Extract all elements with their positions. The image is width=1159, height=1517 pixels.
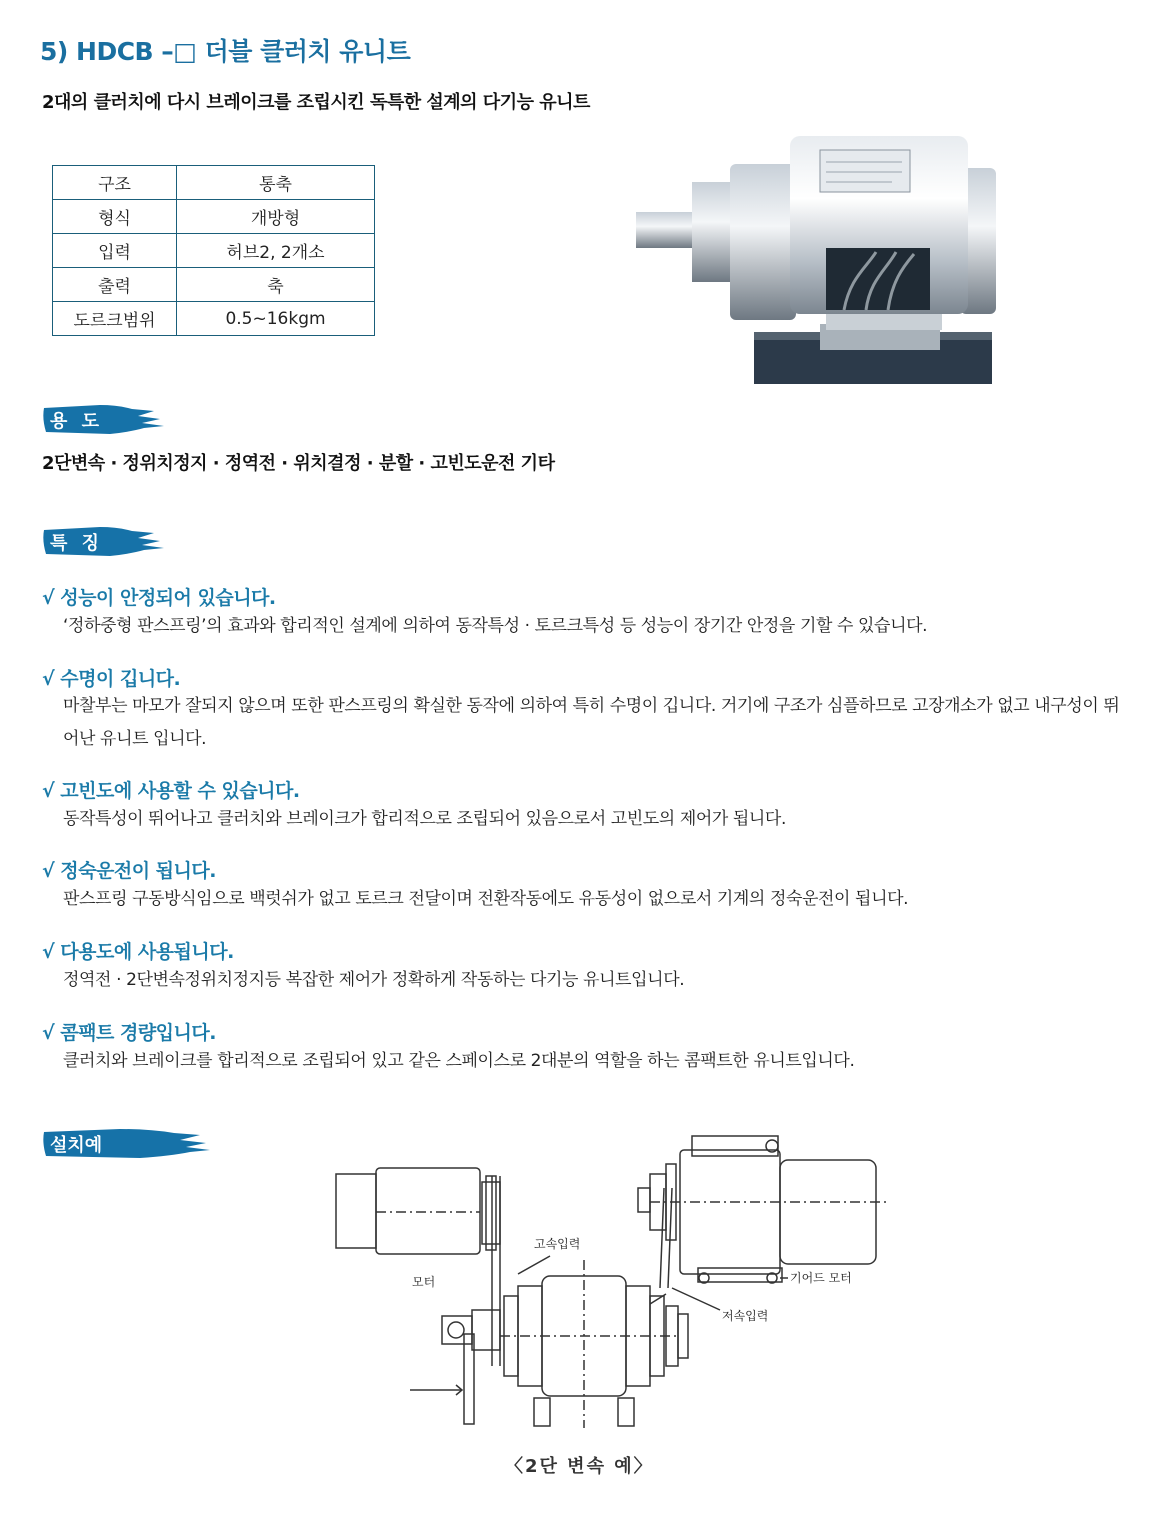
- usage-text: 2단변속 · 정위치정지 · 정역전 · 위치결정 · 분할 · 고빈도운전 기타: [42, 453, 555, 474]
- spec-value: 허브2, 2개소: [177, 234, 375, 268]
- feature-title: √ 고빈도에 사용할 수 있습니다.: [42, 780, 300, 802]
- feature-body: 판스프링 구동방식임으로 백럿쉬가 없고 토르크 전달이며 전환작동에도 유동성이 없으로서 기계의 정숙운전이 됩니다.: [63, 889, 909, 909]
- table-row: [53, 302, 375, 336]
- feature-body: ‘정하중형 판스프링’의 효과와 합리적인 설계에 의하여 동작특성 · 토르크특성 등 성능이 장기간 안정을 기할 수 있습니다.: [63, 616, 928, 636]
- features-heading: 특 징: [50, 533, 104, 554]
- table-row: [53, 268, 375, 302]
- feature-title: √ 다용도에 사용됩니다.: [42, 941, 234, 963]
- spec-value: 통축: [177, 166, 375, 200]
- installation-diagram: [320, 1128, 900, 1436]
- spec-label: 입력: [53, 234, 177, 268]
- diagram-label-motor: 모터: [412, 1275, 436, 1289]
- diagram-caption: 〈2단 변속 예〉: [505, 1456, 654, 1477]
- installation-heading-badge: [40, 1126, 212, 1160]
- feature-title: √ 수명이 깁니다.: [42, 668, 181, 690]
- spec-label: 구조: [53, 166, 177, 200]
- spec-value: 축: [177, 268, 375, 302]
- features-heading-badge: [40, 524, 165, 558]
- diagram-label-geared-motor: 기어드 모터: [790, 1271, 852, 1285]
- table-row: [53, 166, 375, 200]
- table-row: [53, 234, 375, 268]
- spec-value: 개방형: [177, 200, 375, 234]
- feature-title: √ 콤팩트 경량입니다.: [42, 1022, 216, 1044]
- installation-heading: 설치예: [50, 1135, 103, 1156]
- page-title: 5) HDCB –□ 더블 클러치 유니트: [40, 37, 411, 66]
- feature-title: √ 성능이 안정되어 있습니다.: [42, 587, 276, 609]
- feature-title: √ 정숙운전이 됩니다.: [42, 860, 216, 882]
- product-photo: [630, 128, 1000, 390]
- usage-heading: 용 도: [50, 411, 104, 432]
- diagram-label-low-speed-input: 저속입력: [722, 1309, 769, 1323]
- feature-body: 동작특성이 뛰어나고 클러치와 브레이크가 합리적으로 조립되어 있음으로서 고빈도의 제어가 됩니다.: [63, 809, 786, 829]
- spec-value: 0.5~16kgm: [177, 302, 375, 336]
- diagram-label-high-speed-input: 고속입력: [534, 1237, 581, 1251]
- spec-label: 형식: [53, 200, 177, 234]
- feature-body: 마찰부는 마모가 잘되지 않으며 또한 판스프링의 확실한 동작에 의하여 특히 수명이 깁니다. 거기에 구조가 심플하므로 고장개소가 없고 내구성이 뛰어난 유니트 입니다.: [63, 696, 1120, 749]
- table-row: [53, 200, 375, 234]
- spec-label: 출력: [53, 268, 177, 302]
- page-subtitle: 2대의 클러치에 다시 브레이크를 조립시킨 독특한 설계의 다기능 유니트: [42, 92, 590, 113]
- usage-heading-badge: [40, 402, 165, 436]
- feature-body: 클러치와 브레이크를 합리적으로 조립되어 있고 같은 스페이스로 2대분의 역할을 하는 콤팩트한 유니트입니다.: [63, 1051, 855, 1071]
- spec-table: [52, 165, 375, 336]
- spec-label: 도르크범위: [53, 302, 177, 336]
- feature-body: 정역전 · 2단변속정위치정지등 복잡한 제어가 정확하게 작동하는 다기능 유니트입니다.: [63, 970, 685, 990]
